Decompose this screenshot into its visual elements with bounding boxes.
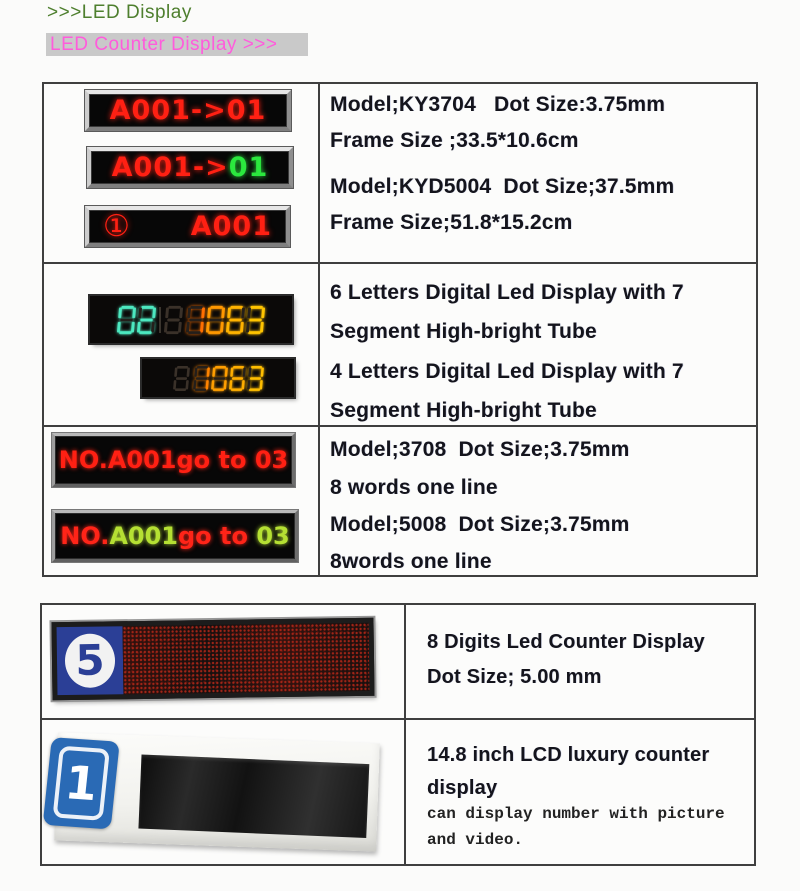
led-counter-display-heading-link[interactable]: LED Counter Display >>> — [46, 33, 308, 56]
table2-row-divider — [42, 718, 754, 720]
led-text-red: A001-> — [111, 152, 229, 183]
spec-note-line: and video. — [427, 831, 524, 849]
spec-line: Frame Size;51.8*15.2cm — [330, 211, 573, 234]
led-display-photo-no-a001-multicolor[interactable] — [52, 510, 298, 562]
led-text-part: NO. — [60, 522, 110, 550]
counter-number-panel — [57, 626, 124, 695]
lit-digit-group — [118, 304, 155, 336]
seven-segment-digit — [206, 304, 226, 336]
seven-segment-digit — [246, 365, 263, 392]
circled-one-icon: ① — [103, 208, 130, 244]
led-display-heading-link[interactable]: >>>LED Display — [47, 2, 192, 23]
led-text: A001->01 — [109, 95, 267, 126]
led-display-photo-red-green[interactable] — [87, 147, 293, 188]
seven-segment-digit — [192, 365, 209, 392]
table1-row-divider-1 — [44, 262, 756, 264]
led-display-photo-no-a001-red[interactable] — [52, 433, 295, 487]
counter-number: 5 — [75, 635, 105, 685]
segment-display-divider — [159, 307, 161, 333]
spec-line: Model;KY3704 Dot Size:3.75mm — [330, 93, 666, 116]
seven-segment-digit — [186, 304, 206, 336]
spec-paragraph: 6 Letters Digital Led Display with 7 Segment High-bright Tube — [330, 281, 684, 343]
digital-display-photo-6digit[interactable] — [90, 296, 292, 343]
spec-line: Frame Size ;33.5*10.6cm — [330, 129, 579, 152]
led-text: A001 — [190, 211, 272, 242]
led-text-part: go to — [178, 522, 257, 550]
spec-line: Model;5008 Dot Size;3.75mm — [330, 513, 630, 536]
seven-segment-digit — [226, 304, 246, 336]
lit-digit-group — [194, 365, 263, 392]
spec-line: Dot Size; 5.00 mm — [427, 666, 602, 688]
seven-segment-digit — [210, 365, 227, 392]
led-text-part: A001 — [109, 522, 178, 550]
seven-segment-digit — [228, 365, 245, 392]
led-display-photo-red[interactable] — [85, 90, 291, 131]
spec-line: 8words one line — [330, 550, 492, 573]
unlit-digit-group — [165, 304, 182, 336]
seven-segment-digit — [172, 365, 189, 392]
spec-line: 8 words one line — [330, 476, 498, 499]
spec-paragraph: 4 Letters Digital Led Display with 7 Segment High-bright Tube — [330, 360, 684, 422]
lcd-number-badge — [43, 737, 120, 829]
table1-column-divider — [318, 84, 320, 575]
unlit-digit-group — [174, 365, 189, 392]
spec-line: Model;3708 Dot Size;3.75mm — [330, 438, 630, 461]
counter-number-circle — [65, 633, 116, 688]
led-counter-product-table — [40, 603, 756, 866]
led-counter-display-photo[interactable] — [51, 618, 374, 700]
led-display-product-table — [42, 82, 758, 577]
lcd-screen — [138, 755, 369, 838]
seven-segment-digit — [137, 304, 157, 336]
lit-digit-group — [187, 304, 264, 336]
seven-segment-digit — [246, 304, 266, 336]
seven-segment-digit — [164, 304, 184, 336]
dot-matrix-screen — [123, 623, 370, 694]
lcd-number: 1 — [62, 755, 101, 812]
spec-line: 8 Digits Led Counter Display — [427, 631, 705, 653]
seven-segment-digit — [117, 304, 137, 336]
spec-line: Model;KYD5004 Dot Size;37.5mm — [330, 175, 675, 198]
spec-line: 14.8 inch LCD luxury counter — [427, 744, 710, 766]
led-text-part: 03 — [256, 522, 290, 550]
spec-line: display — [427, 777, 498, 799]
table2-column-divider — [404, 605, 406, 864]
led-text-green: 01 — [228, 152, 269, 183]
led-text: NO.A001go to 03 — [58, 446, 289, 474]
digital-display-photo-4digit[interactable] — [142, 359, 294, 397]
spec-note-line: can display number with picture — [427, 805, 725, 823]
lcd-number-frame — [53, 746, 110, 821]
lcd-counter-display-photo[interactable] — [54, 732, 380, 851]
led-display-photo-a001[interactable] — [85, 206, 290, 247]
